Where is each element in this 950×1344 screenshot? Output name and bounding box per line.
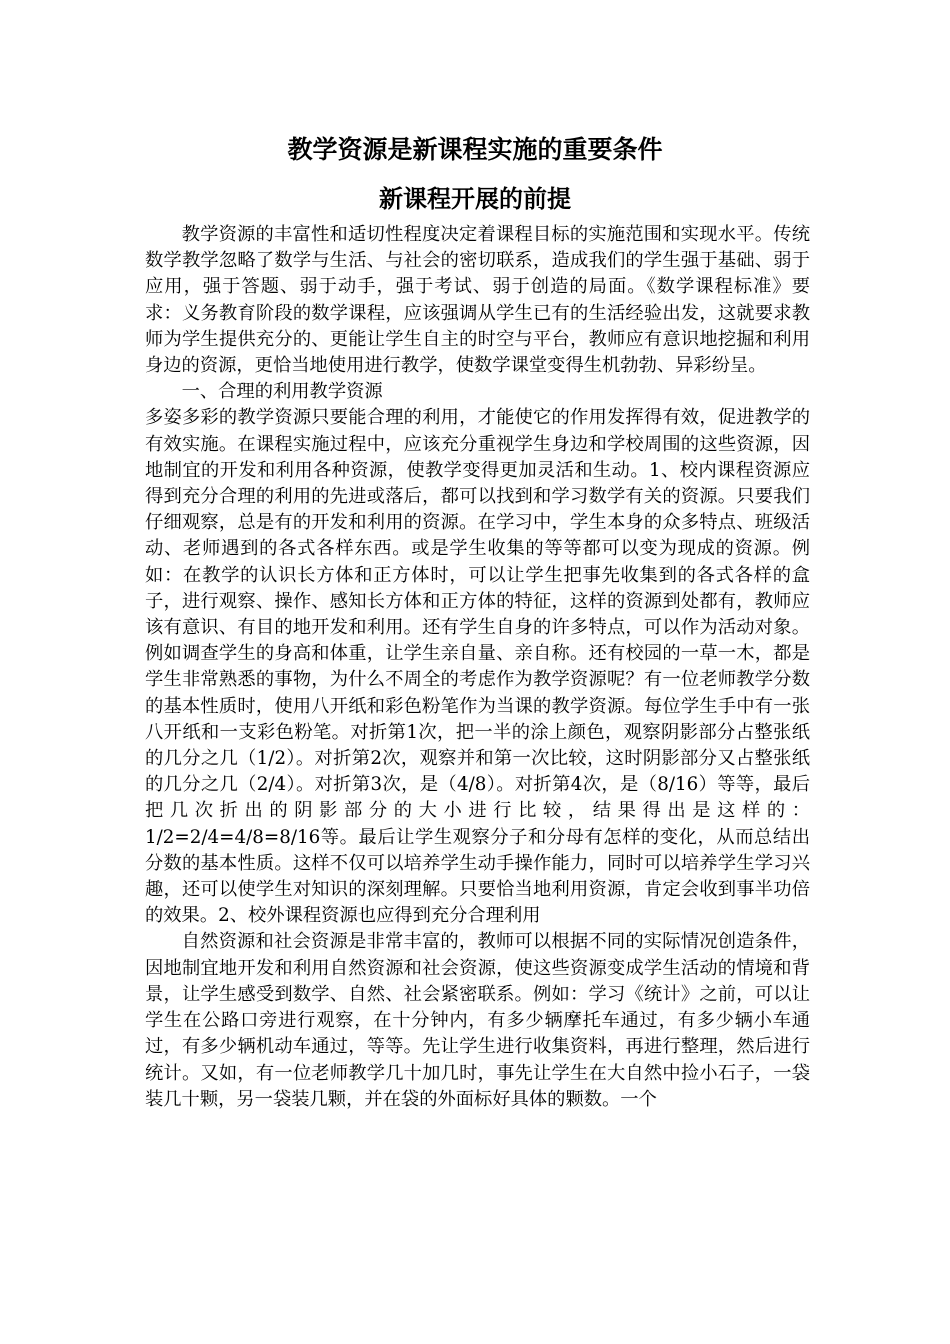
document-body bbox=[145, 222, 810, 1113]
section-heading: 一、合理的利用教学资源 bbox=[181, 381, 383, 403]
document-subtitle: 新课程开展的前提 bbox=[379, 184, 571, 213]
paragraph-intro: 教学资源的丰富性和适切性程度决定着课程目标的实施范围和实现水平。传统数学教学忽略了数学与生活、与社会的密切联系，造成我们的学生强于基础、弱于应用，强于答题、弱于动手，强于考试、弱于创造的局面。《数学课程标准》要求：义务教育阶段的数学课程，应该强调从学生已有的生活经验出发，这就要求教师为学生提供充分的、更能让学生自主的时空与平台，教师应有意识地挖掘和利用身边的资源，更恰当地使用进行教学，使数学课堂变得生机勃勃、异彩纷呈。 bbox=[145, 224, 810, 377]
paragraph-school-resources: 多姿多彩的教学资源只要能合理的利用，才能使它的作用发挥得有效，促进教学的有效实施。在课程实施过程中，应该充分重视学生身边和学校周围的这些资源，因地制宜的开发和利用各种资源，使教学变得更加灵活和生动。1、校内课程资源应得到充分合理的利用的先进或落后，都可以找到和学习数学有关的资源。只要我们仔细观察，总是有的开发和利用的资源。在学习中，学生本身的众多特点、班级活动、老师遇到的各式各样东西。或是学生收集的等等都可以变为现成的资源。例如：在教学的认识长方体和正方体时，可以让学生把事先收集到的各式各样的盒子，进行观察、操作、感知长方体和正方体的特征，这样的资源到处都有，教师应该有意识、有目的地开发和利用。还有学生自身的许多特点，可以作为活动对象。例如调查学生的身高和体重，让学生亲自量、亲自称。还有校园的一草一木，都是学生非常熟悉的事物，为什么不周全的考虑作为教学资源呢？有一位老师教学分数的基本性质时，使用八开纸和彩色粉笔作为当课的教学资源。每位学生手中有一张八开纸和一支彩色粉笔。对折第1次，把一半的涂上颜色，观察阴影部分占整张纸的几分之几（1/2）。对折第2次，观察并和第一次比较，这时阴影部分又占整张纸的几分之几（2/4）。对折第3次，是（4/8）。对折第4次，是（8/16）等等，最后把几次折出的阴影部分的大小进行比较，结果得出是这样的：1/2=2/4=4/8=8/16等。最后让学生观察分子和分母有怎样的变化，从而总结出分数的基本性质。这样不仅可以培养学生动手操作能力，同时可以培养学生学习兴趣，还可以使学生对知识的深刻理解。只要恰当地利用资源，肯定会收到事半功倍的效果。2、校外课程资源也应得到充分合理利用 bbox=[145, 407, 810, 927]
document-title: 教学资源是新课程实施的重要条件 bbox=[287, 135, 663, 164]
paragraph-outside-resources: 自然资源和社会资源是非常丰富的，教师可以根据不同的实际情况创造条件，因地制宜地开发和利用自然资源和社会资源，使这些资源变成学生活动的情境和背景，让学生感受到数学、自然、社会紧密联系。例如：学习《统计》之前，可以让学生在公路口旁进行观察，在十分钟内，有多少辆摩托车通过，有多少辆小车通过，有多少辆机动车通过，等等。先让学生进行收集资料，再进行整理，然后进行统计。又如，有一位老师教学几十加几时，事先让学生在大自然中捡小石子，一袋装几十颗，另一袋装几颗，并在袋的外面标好具体的颗数。一个 bbox=[145, 931, 810, 1110]
